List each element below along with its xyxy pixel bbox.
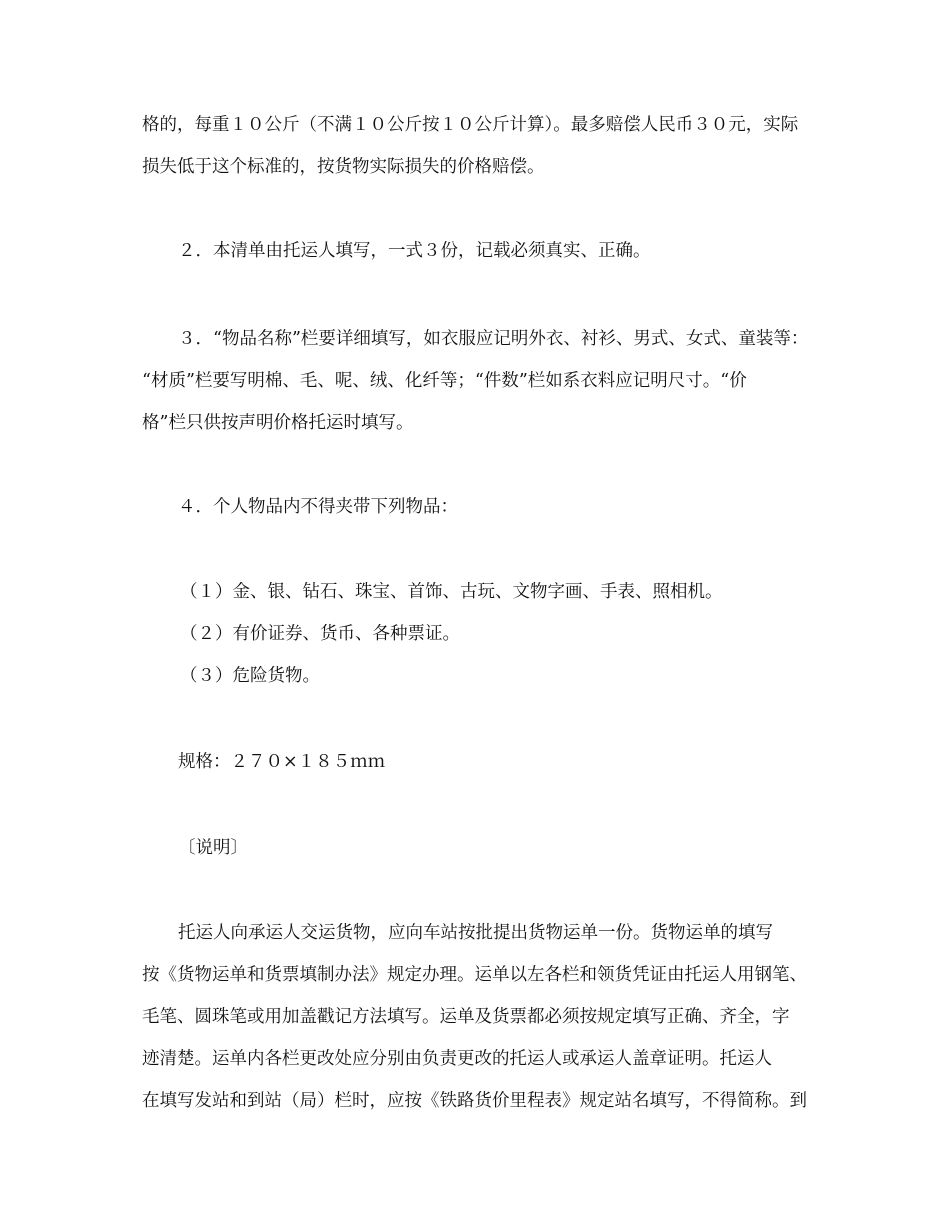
list-item: （３）危险货物。 [180, 666, 320, 686]
explain-line4: 迹清楚。运单内各栏更改处应分别由负责更改的托运人或承运人盖章证明。托运人 [142, 1049, 772, 1069]
para3-line2: “材质”栏要写明棉、毛、呢、绒、化纤等；“件数”栏如系衣料应记明尺寸。“价 [142, 371, 747, 391]
para3-line1: ３．“物品名称”栏要详细填写，如衣服应记明外衣、衬衫、男式、女式、童装等： [178, 329, 809, 349]
list-item: （２）有价证券、货币、各种票证。 [180, 624, 460, 644]
para1-line1: 格的，每重１０公斤（不满１０公斤按１０公斤计算）。最多赔偿人民币３０元，实际 [142, 115, 799, 135]
para3-line3: 格”栏只供按声明价格托运时填写。 [142, 413, 414, 433]
para2: ２．本清单由托运人填写，一式３份，记载必须真实、正确。 [178, 241, 651, 261]
explain-line3: 毛笔、圆珠笔或用加盖戳记方法填写。运单及货票都必须按规定填写正确、齐全，字 [142, 1007, 790, 1027]
para1-line2: 损失低于这个标准的，按货物实际损失的价格赔偿。 [142, 157, 545, 177]
explain-heading: 〔说明〕 [178, 838, 248, 858]
spec-line: 规格：２７０×１８５ｍｍ [178, 752, 386, 772]
explain-line5: 在填写发站和到站（局）栏时，应按《铁路货价里程表》规定站名填写，不得简称。到 [142, 1091, 807, 1111]
explain-line1: 托运人向承运人交运货物，应向车站按批提出货物运单一份。货物运单的填写 [178, 923, 773, 943]
para4: ４．个人物品内不得夹带下列物品： [178, 497, 458, 517]
explain-line2: 按《货物运单和货票填制办法》规定办理。运单以左各栏和领货凭证由托运人用钢笔、 [142, 965, 807, 985]
list-item: （１）金、银、钻石、珠宝、首饰、古玩、文物字画、手表、照相机。 [180, 582, 723, 602]
